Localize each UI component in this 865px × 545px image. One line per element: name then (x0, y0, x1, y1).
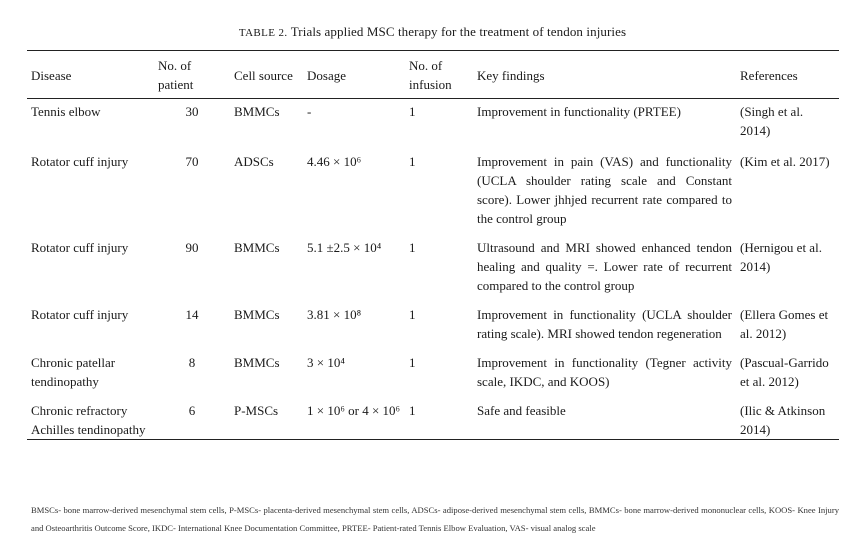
cell-dosage: - (307, 104, 312, 119)
table-footnote: BMSCs- bone marrow-derived mesenchymal stem cells, P-MSCs- placenta-derived mesenchymal stem cells, ADSCs- adipose-derived mesenchymal stem cells, BMMCs- bone marrow-derived mononuclear cells, KOOS- Knee Injury and Osteoarthritis Outcome Score, IKDC- International Knee Documentation Committee, PRTEE- Patient-rated Tennis Elbow Evaluation, VAS- visual analog scale (31, 505, 839, 533)
cell-patients: 14 (185, 307, 199, 322)
cell-patients: 6 (154, 401, 230, 440)
table-caption (0, 24, 865, 40)
cell-findings: Improvement in functionality (UCLA shoulder rating scale). MRI showed tendon regeneration (477, 307, 732, 341)
trials-table (27, 50, 839, 440)
cell-disease: Rotator cuff injury (31, 154, 129, 169)
cell-dosage: 3.81 × 10⁸ (307, 307, 362, 322)
cell-patients: 30 (185, 104, 199, 119)
header-patients: No. of patient (154, 51, 230, 99)
cell-findings: Ultrasound and MRI showed enhanced tendon healing and quality =. Lower rate of recurrent compared to the control group (477, 240, 732, 293)
cell-infusions: 1 (409, 307, 416, 322)
cell-dosage: 4.46 × 10⁶ (307, 154, 362, 169)
cell-references: (Singh et al. 2014) (740, 104, 804, 138)
cell-patients: 90 (185, 240, 199, 255)
cell-cell-source: BMMCs (234, 307, 280, 322)
table-label: TABLE 2. (238, 27, 288, 39)
header-dosage: Dosage (303, 51, 405, 99)
table-row (27, 305, 839, 353)
cell-disease: Chronic patellar tendinopathy (31, 355, 116, 389)
table-row (27, 152, 839, 238)
cell-cell-source: ADSCs (234, 154, 274, 169)
cell-infusions: 1 (409, 240, 416, 255)
cell-references: (Ilic & Atkinson 2014) (736, 401, 839, 440)
table-row (27, 353, 839, 401)
cell-patients: 70 (185, 154, 199, 169)
header-cell-source: Cell source (230, 51, 303, 99)
table-title: Trials applied MSC therapy for the treatment of tendon injuries (290, 24, 627, 39)
cell-dosage: 5.1 ±2.5 × 10⁴ (307, 240, 382, 255)
cell-findings: Improvement in functionality (Tegner activity scale, IKDC, and KOOS) (477, 355, 732, 389)
header-infusions: No. of infusion (405, 51, 473, 99)
header-findings: Key findings (473, 51, 736, 99)
cell-disease: Tennis elbow (31, 104, 101, 119)
cell-cell-source: BMMCs (234, 355, 280, 370)
cell-cell-source: BMMCs (234, 240, 280, 255)
cell-disease: Chronic refractory Achilles tendinopathy (27, 401, 154, 440)
cell-patients: 8 (188, 355, 196, 370)
cell-references: (Hernigou et al. 2014) (740, 240, 822, 274)
table-row (27, 99, 839, 153)
table-row (27, 401, 839, 440)
cell-infusions: 1 (409, 154, 416, 169)
header-row (27, 51, 839, 99)
cell-dosage: 3 × 10⁴ (307, 355, 345, 370)
cell-disease: Rotator cuff injury (31, 240, 129, 255)
header-disease: Disease (27, 51, 154, 99)
table-row (27, 238, 839, 305)
cell-disease: Rotator cuff injury (31, 307, 129, 322)
cell-references: (Ellera Gomes et al. 2012) (740, 307, 829, 341)
cell-infusions: 1 (409, 355, 416, 370)
cell-references: (Kim et al. 2017) (740, 154, 830, 169)
cell-findings: Improvement in pain (VAS) and functionality (UCLA shoulder rating scale and Constant score). Lower jhhjed recurrent rate compared to the control group (477, 154, 732, 226)
cell-infusions: 1 (409, 104, 416, 119)
cell-infusions: 1 (405, 401, 473, 440)
header-references: References (736, 51, 839, 99)
cell-references: (Pascual-Garrido et al. 2012) (740, 355, 829, 389)
cell-cell-source: BMMCs (234, 104, 280, 119)
cell-dosage: 1 × 10⁶ or 4 × 10⁶ (303, 401, 405, 440)
cell-findings: Safe and feasible (473, 401, 736, 440)
cell-cell-source: P-MSCs (230, 401, 303, 440)
cell-findings: Improvement in functionality (PRTEE) (477, 104, 681, 119)
